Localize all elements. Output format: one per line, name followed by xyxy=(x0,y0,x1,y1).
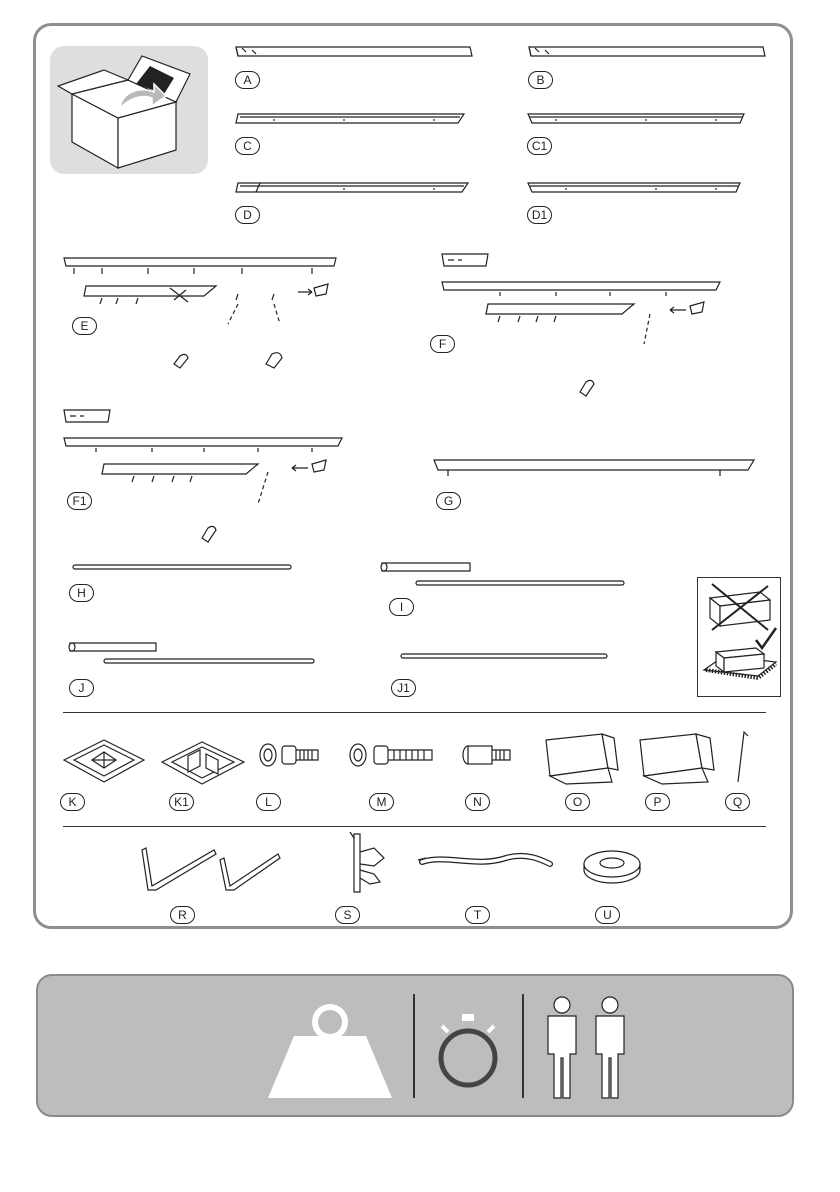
label-n: N xyxy=(465,793,490,811)
part-a-beam xyxy=(234,44,474,58)
label-l: L xyxy=(256,793,281,811)
label-c1: C1 xyxy=(527,137,552,155)
part-s-clamp xyxy=(340,830,390,896)
part-c-profile xyxy=(234,112,466,126)
label-h: H xyxy=(69,584,94,602)
label-d: D xyxy=(235,206,260,224)
label-e: E xyxy=(72,317,97,335)
part-k1-plate xyxy=(158,736,248,786)
part-e-assembly xyxy=(62,252,352,382)
footer-divider xyxy=(522,994,524,1098)
label-j1: J1 xyxy=(391,679,416,697)
footer-divider xyxy=(413,994,415,1098)
label-b: B xyxy=(528,71,553,89)
box-icon xyxy=(50,46,208,174)
separator-line xyxy=(63,712,766,713)
part-j1-rod xyxy=(400,652,610,660)
part-m-bolt xyxy=(346,742,438,768)
separator-line xyxy=(63,826,766,827)
label-k: K xyxy=(60,793,85,811)
label-r: R xyxy=(170,906,195,924)
label-a: A xyxy=(235,71,260,89)
label-q: Q xyxy=(725,793,750,811)
stopwatch-icon xyxy=(432,1014,504,1088)
label-p: P xyxy=(645,793,670,811)
label-j: J xyxy=(69,679,94,697)
label-s: S xyxy=(335,906,360,924)
label-t: T xyxy=(465,906,490,924)
label-u: U xyxy=(595,906,620,924)
label-g: G xyxy=(436,492,461,510)
part-n-connector xyxy=(460,742,514,768)
label-f1: F1 xyxy=(67,492,92,510)
label-c: C xyxy=(235,137,260,155)
part-j-rod xyxy=(68,641,318,667)
part-r-allen-keys xyxy=(134,844,284,894)
label-f: F xyxy=(430,335,455,353)
label-o: O xyxy=(565,793,590,811)
label-k1: K1 xyxy=(169,793,194,811)
part-f1-assembly xyxy=(62,408,352,548)
part-d1-profile xyxy=(526,181,742,195)
label-m: M xyxy=(369,793,394,811)
part-o-cap xyxy=(542,730,622,786)
two-persons-icon xyxy=(540,996,636,1100)
label-d1: D1 xyxy=(527,206,552,224)
protect-surface-warning-icon xyxy=(697,577,781,697)
part-t-cable xyxy=(416,850,556,872)
part-d-profile xyxy=(234,181,470,195)
part-g-profile xyxy=(432,458,758,480)
part-q-pin xyxy=(734,728,750,784)
part-i-rod xyxy=(380,561,630,591)
part-c1-profile xyxy=(526,112,746,126)
part-b-beam xyxy=(527,44,767,58)
part-p-cap xyxy=(636,730,718,786)
part-k-plate xyxy=(60,736,148,786)
part-u-tape-roll xyxy=(582,848,642,886)
part-f-assembly xyxy=(440,252,730,397)
weight-icon xyxy=(266,1000,394,1098)
info-footer xyxy=(36,974,794,1117)
label-i: I xyxy=(389,598,414,616)
part-l-bolt xyxy=(256,742,324,768)
part-h-rod xyxy=(72,563,294,571)
